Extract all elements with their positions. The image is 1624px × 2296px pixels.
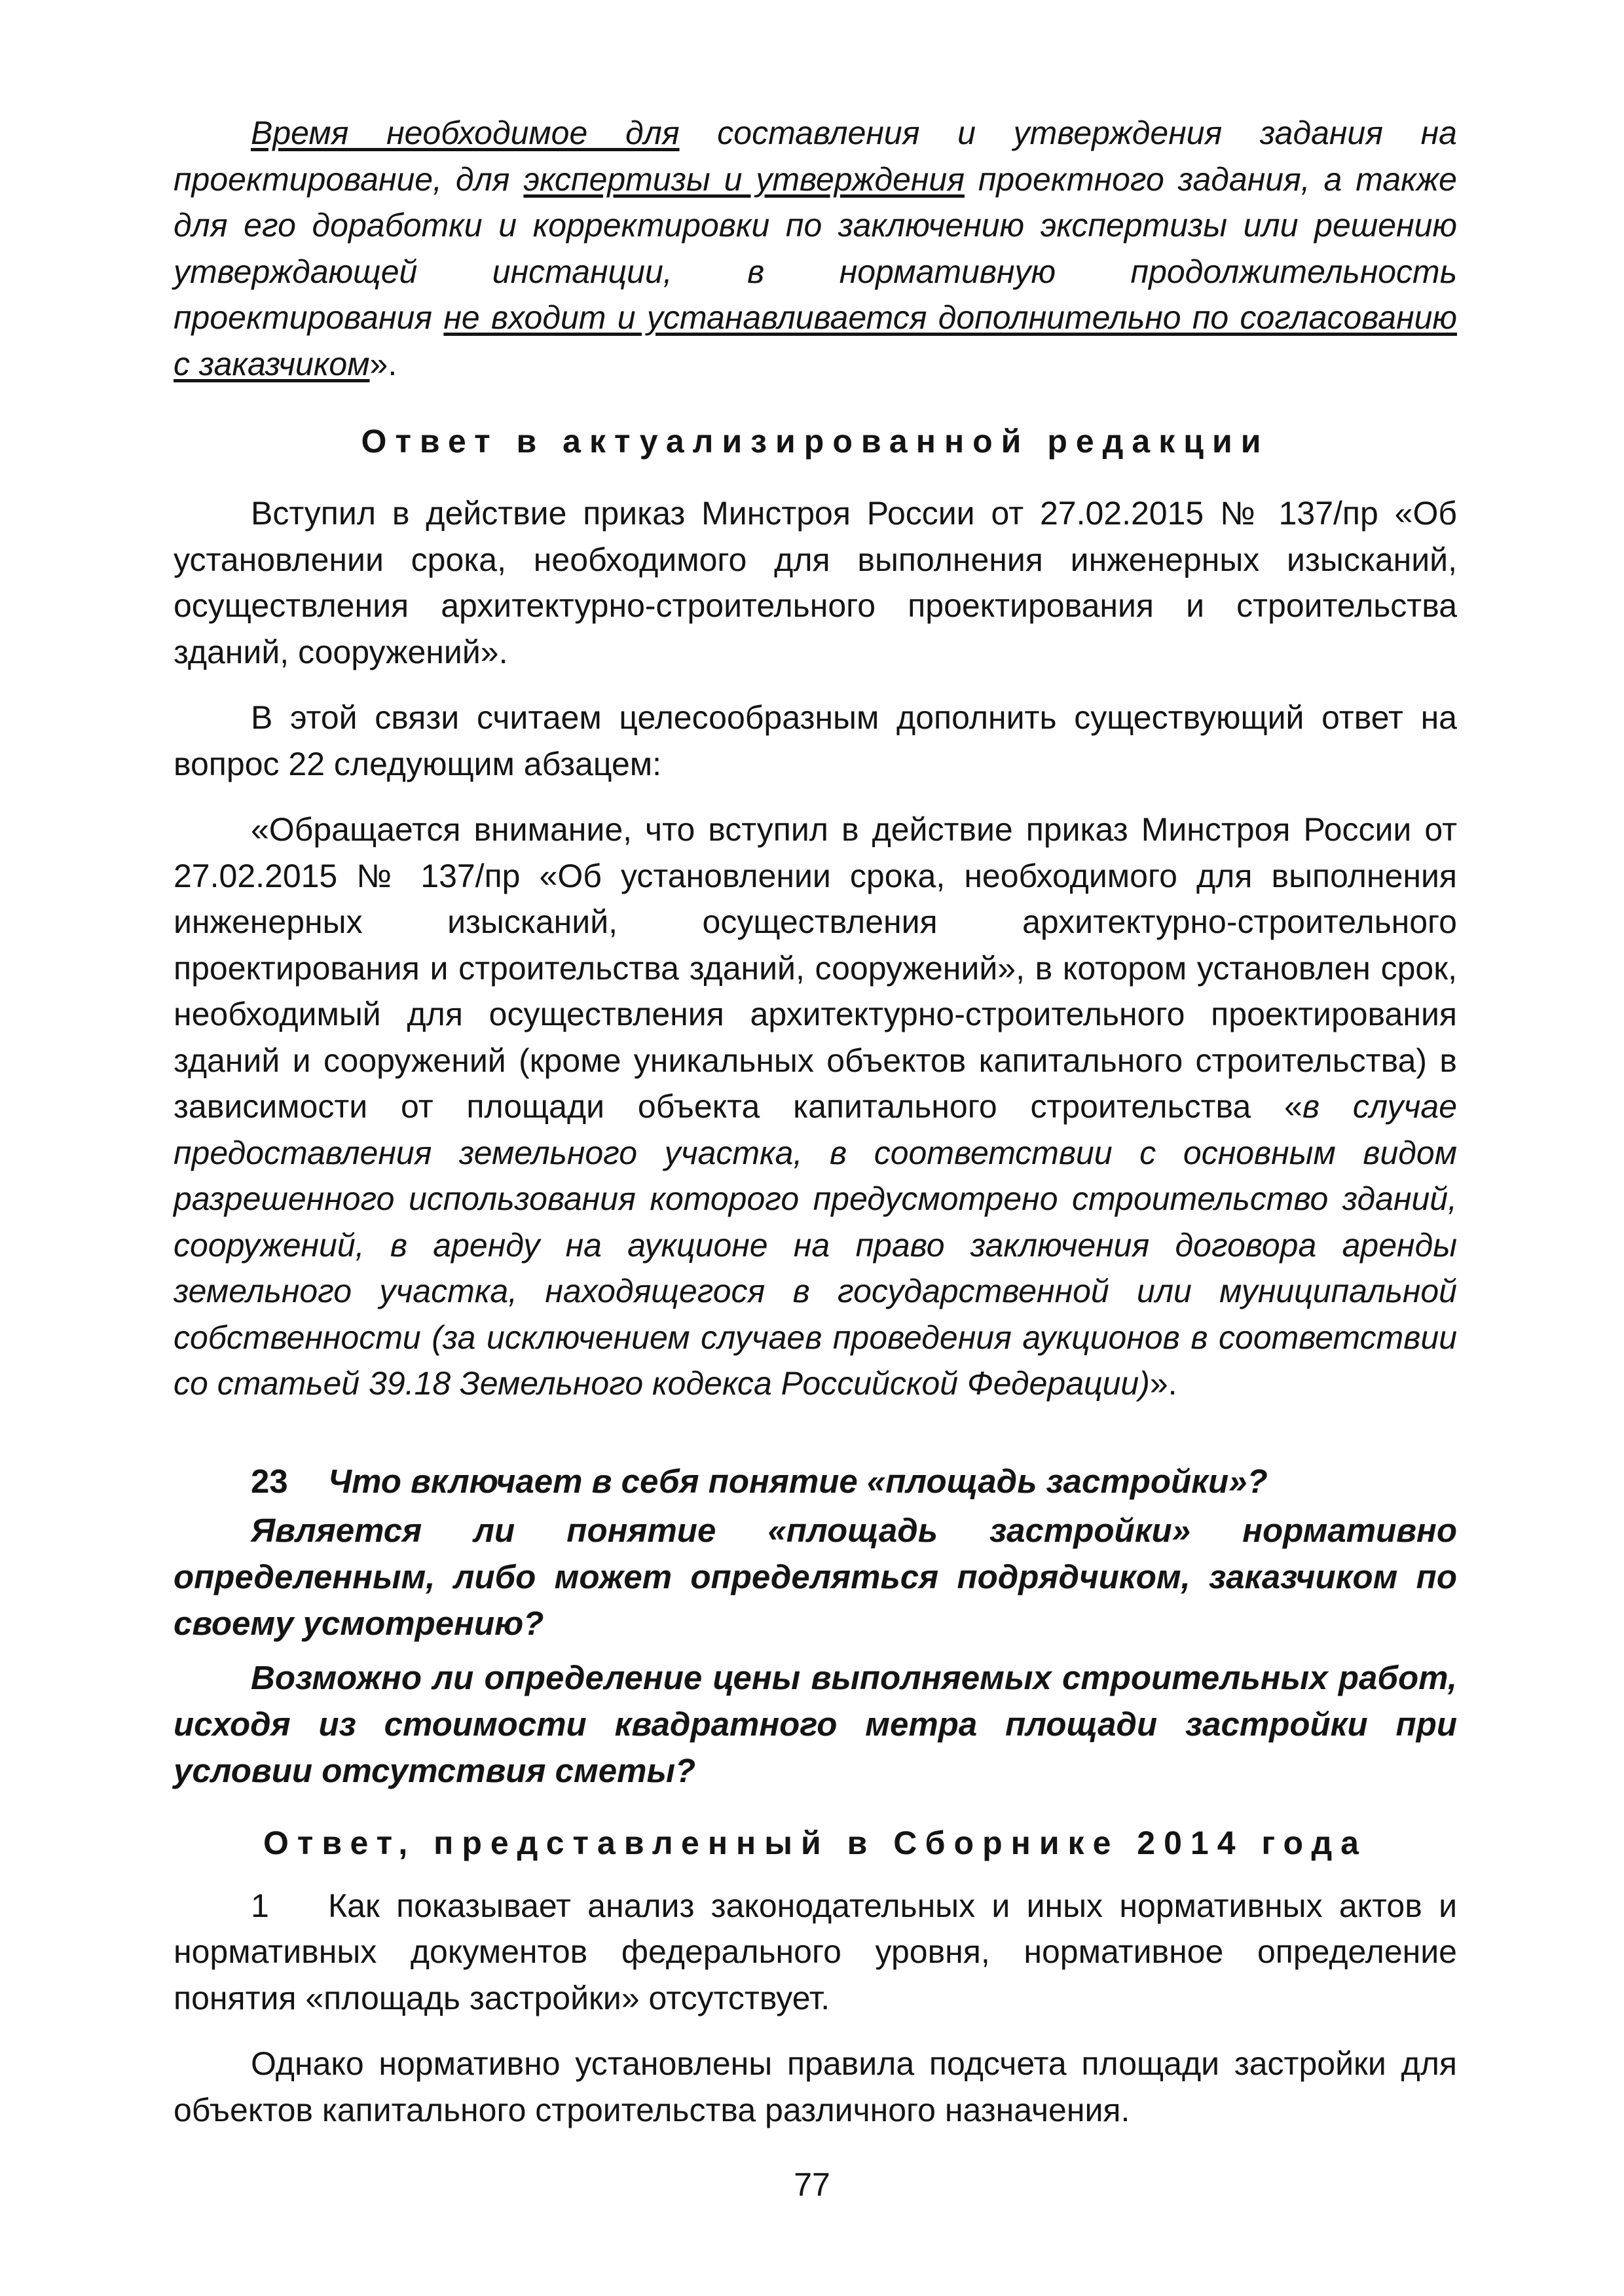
intro-segment-3: экспертизы и утверждения: [523, 160, 965, 198]
heading-updated-edition: Ответ в актуализированной редакции: [361, 423, 1270, 460]
updated-p3-italic: в случае предоставления земельного участка, в соответствии с основным видом разрешенного использования которого предусмотрено строительство зданий, сооружений, в аренду на аукционе на право заключения договора аренды земельного участка, находящегося в государственной или муниципальной собственности (за исключением случаев проведения аукционов в соответствии со статьей 39.18 Земельного кодекса Российской Федерации): [174, 1088, 1457, 1402]
answer-paragraph-2: Однако нормативно установлены правила подсчета площади застройки для объектов капитального строительства различного назначения.: [174, 2045, 1457, 2128]
answer-paragraph-1: [174, 1883, 1457, 2022]
answer-number: 1: [251, 1887, 269, 1924]
updated-paragraph-3: [174, 807, 1457, 1407]
answer-text-1: Как показывает анализ законодательных и иных нормативных актов и нормативных документов федерального уровня, нормативное определение понятия «площадь застройки» отсутствует.: [174, 1887, 1457, 2016]
intro-paragraph: [174, 110, 1457, 387]
question-number: 23: [251, 1462, 288, 1500]
updated-p3-end: ».: [1149, 1365, 1177, 1402]
heading-2014-answer: Ответ, представленный в Сборнике 2014 года: [263, 1824, 1367, 1861]
document-page: [174, 98, 1457, 2133]
updated-p3-normal: «Обращается внимание, что вступил в действие приказ Минстроя России от 27.02.2015 № 137/пр «Об установлении срока, необходимого для выполнения инженерных изысканий, осуществления архитектурно-строительного проектирования и строительства зданий, сооружений», в котором установлен срок, необходимый для осуществления архитектурно-строительного проектирования зданий и сооружений (кроме уникальных объектов капитального строительства) в зависимости от площади объекта капитального строительства «: [174, 811, 1457, 1125]
question-23-paragraph-3: Возможно ли определение цены выполняемых строительных работ, исходя из стоимости квадратного метра площади застройки при условии отсутствия сметы?: [174, 1658, 1457, 1789]
updated-paragraph-1: Вступил в действие приказ Минстроя России от 27.02.2015 № 137/пр «Об установлении срока, необходимого для выполнения инженерных изысканий, осуществления архитектурно-строительного проектирования и строительства зданий, сооружений».: [174, 495, 1457, 670]
question-text-1: Что включает в себя понятие «площадь застройки»?: [328, 1462, 1268, 1500]
intro-segment-4: проектного задания, а также для его доработки и корректировки по заключению экспертизы или решению утверждающей инстанции, в нормативную продолжительность проектирования: [174, 160, 1457, 336]
intro-segment-6: ».: [369, 345, 397, 382]
updated-paragraph-2: В этой связи считаем целесообразным дополнить существующий ответ на вопрос 22 следующим абзацем:: [174, 699, 1457, 782]
question-23-line-1: [174, 1458, 1457, 1504]
intro-segment-5: не входит и устанавливается дополнительно по согласованию с заказчиком: [174, 299, 1457, 382]
question-23-paragraph-2: Является ли понятие «площадь застройки» нормативно определенным, либо может определяться подрядчиком, заказчиком по своему усмотрению?: [174, 1511, 1457, 1642]
page-number: 77: [794, 2166, 830, 2203]
intro-segment-1: Время необходимое для: [251, 115, 680, 151]
intro-segment-2: составления и утверждения задания на проектирование, для: [174, 115, 1457, 198]
